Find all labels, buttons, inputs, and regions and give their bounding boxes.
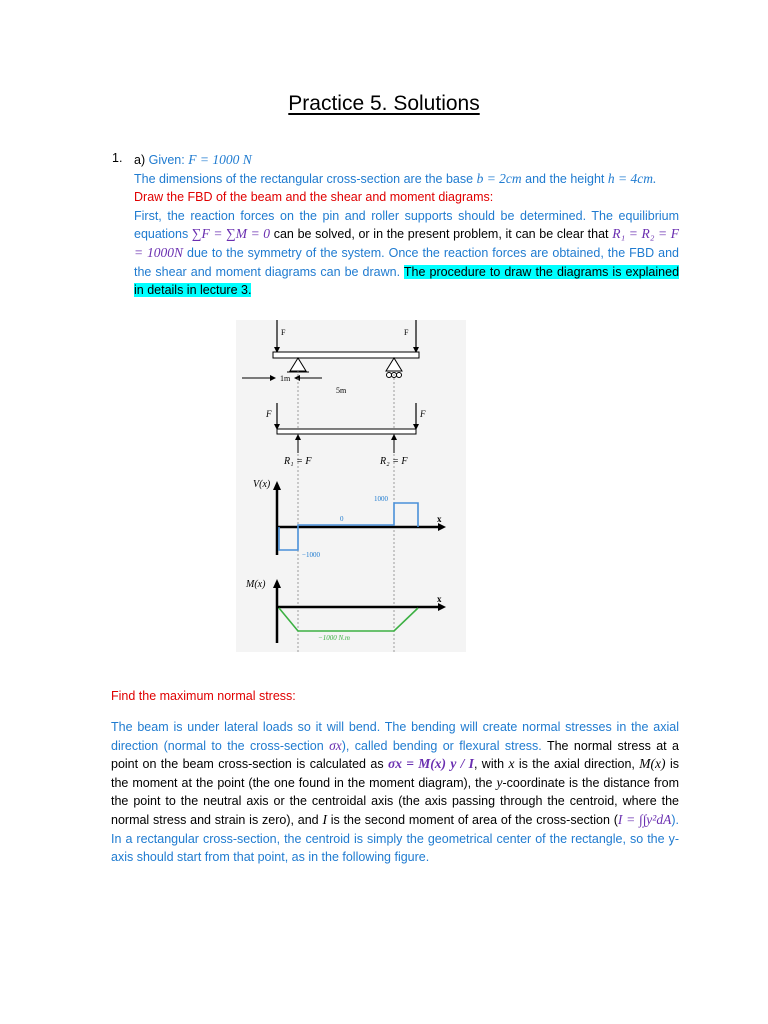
page-title: Practice 5. Solutions [288,92,480,115]
reaction-r2-label: R₂ = F [380,456,408,467]
beam [273,352,419,358]
dimensions-line: The dimensions of the rectangular cross-section are the base b = 2cm and the height h = 4cm. [134,170,657,186]
fbd-force-right: F [420,409,426,419]
stress-paragraph: The beam is under lateral loads so it will bend. The bending will create normal stresses in the axial direction (normal to the cross-section σx), called bending or flexural stress. The normal stress at a point on the beam cross-section is calculated as σx = M(x) y / I, with x is the axial direction, M(x) is the moment at the point (the one found in the moment diagram), the y-coordinate is the distance from the point to the neutral axis or the centroidal axis (the axis passing through the centroid, where the normal stress and strain is zero), and I is the second moment of area of the cross-section (I = ∫∫y²dA). In a rectangular cross-section, the centroid is simply the geometrical center of the rectangle, so the y-axis should start from that point, as in the following figure. [111,720,680,865]
shear-x-label: x [437,514,442,524]
shear-value-zero: 0 [340,515,344,523]
dimension-1m: 1m [280,374,291,383]
moment-value: −1000 N.m [318,634,350,642]
shear-value-negative: −1000 [302,551,320,559]
shear-value-positive: 1000 [374,495,388,503]
moment-axis-label: M(x) [246,579,266,590]
force-label-top-left: F [281,328,286,337]
beam-figure [0,315,768,660]
question-1-text [134,151,679,300]
highlighted-note: The procedure to draw the diagrams is explained in details in lecture 3. [134,264,680,298]
fbd-beam [277,429,416,434]
force-label-top-right: F [404,328,409,337]
reaction-paragraph: First, the reaction forces on the pin and roller supports should be determined. The equilibrium equations ∑F = ∑M = 0 can be solved, or in the present problem, it can be clear that R₁ = R₂ = F = 1000N due to the symmetry of the system. Once the reaction forces are obtained, the FBD and the shear and moment diagrams can be drawn. The procedure to draw the diagrams is explained in details in lecture 3. [134,208,680,298]
dimension-5m: 5m [336,386,347,395]
reaction-r1-label: R₁ = F [284,456,312,467]
task-stress-heading: Find the maximum normal stress: [111,689,296,703]
moment-x-label: x [437,594,442,604]
fbd-force-left: F [266,409,272,419]
question-number: 1. [112,151,123,165]
task-fbd-heading: Draw the FBD of the beam and the shear and moment diagrams: [134,190,494,205]
given-line: a) Given: F = 1000 N [134,152,252,167]
shear-axis-label: V(x) [253,479,271,490]
figure-background [236,320,466,652]
